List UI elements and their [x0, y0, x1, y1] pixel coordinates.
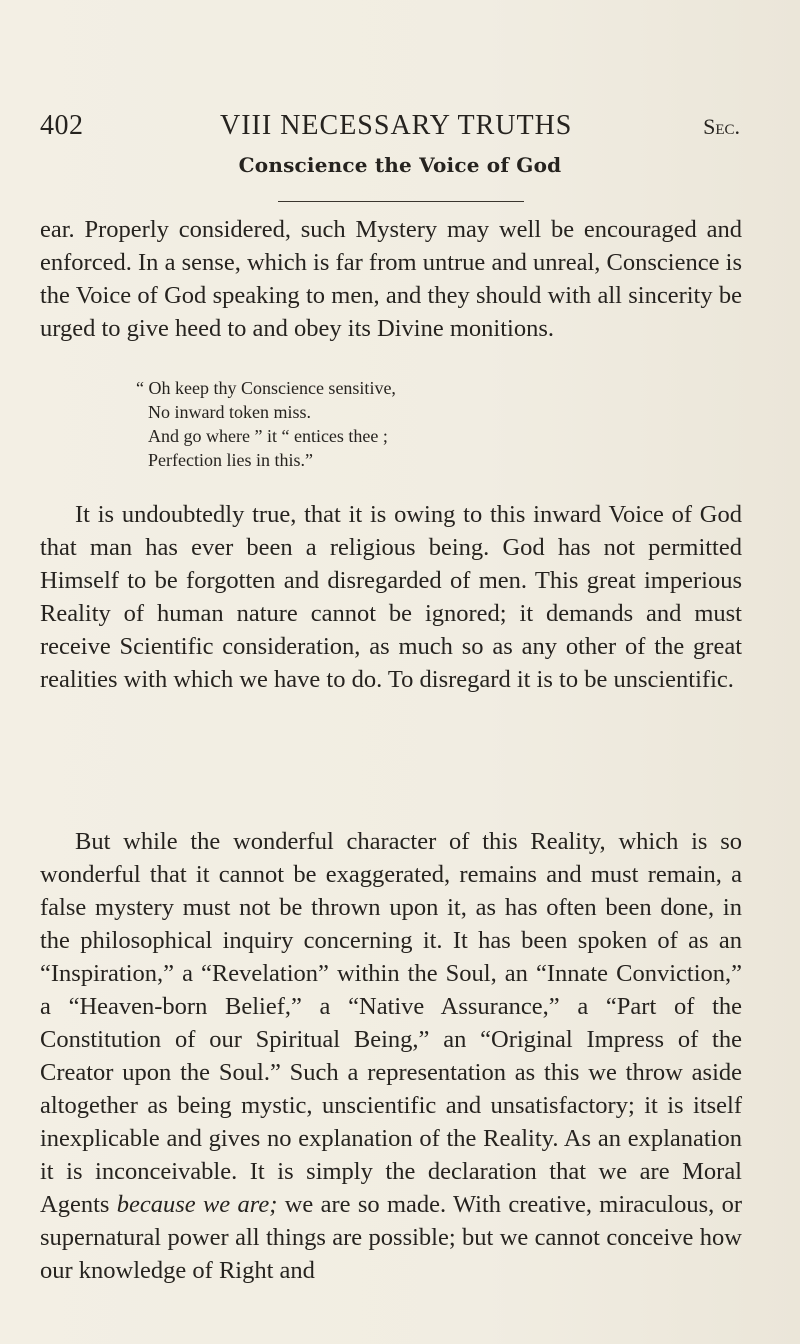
- verse-line-4: Perfection lies in this.”: [148, 450, 313, 470]
- paragraph-3-italic: because we are;: [116, 1191, 278, 1218]
- section-label: Sec.: [703, 114, 740, 139]
- paragraph-1: ear. Properly considered, such Mystery may well be encouraged and enforced. In a sense, which is far from untrue and unreal, Conscience is the Voice of God speaking to men, and they should with all sincerity be urged to give heed to and obey its Divine monitions.: [40, 216, 742, 342]
- page-number: 402: [40, 110, 84, 141]
- paragraph-3: [40, 825, 742, 1287]
- subtitle-rule: [278, 201, 524, 202]
- running-title: VIII NECESSARY TRUTHS: [220, 110, 573, 141]
- verse-line-1: “ Oh keep thy Conscience sensitive,: [136, 378, 396, 398]
- verse-line-3: And go where ” it “ entices thee ;: [148, 426, 388, 446]
- paragraph-2: It is undoubtedly true, that it is owing to this inward Voice of God that man has ever been a religious being. God has not permitted Himself to be forgotten and disregarded of men. This great imperious Reality of human nature cannot be ignored; it demands and must receive Scientific consideration, as much so as any other of the great realities with which we have to do. To disregard it is to be unscientific.: [40, 501, 742, 693]
- section-subtitle: Conscience the Voice of God: [238, 153, 562, 177]
- paragraph-3-text-b: we are so made. With creative, miraculous, or supernatural power all things are possible; but we cannot conceive how our knowledge of Right and: [40, 1191, 742, 1284]
- verse-line-2: No inward token miss.: [148, 402, 311, 422]
- verse-quotation: [0, 376, 800, 472]
- paragraph-3-text-a: But while the wonderful character of this Reality, which is so wonderful that it cannot be exaggerated, remains and must remain, a false mystery must not be thrown upon it, as has often been done, in the philosophical inquiry concerning it. It has been spoken of as an “Inspiration,” a “Revelation” within the Soul, an “Innate Conviction,” a “Heaven-born Belief,” a “Native Assurance,” a “Part of the Constitution of our Spiritual Being,” an “Original Impress of the Creator upon the Soul.” Such a representation as this we throw aside altogether as being mystic, unscientific and unsatisfactory; it is itself inexplicable and gives no explanation of the Reality. As an explanation it is inconceivable. It is simply the declaration that we are Moral Agents: [40, 828, 742, 1218]
- running-header: [40, 110, 740, 150]
